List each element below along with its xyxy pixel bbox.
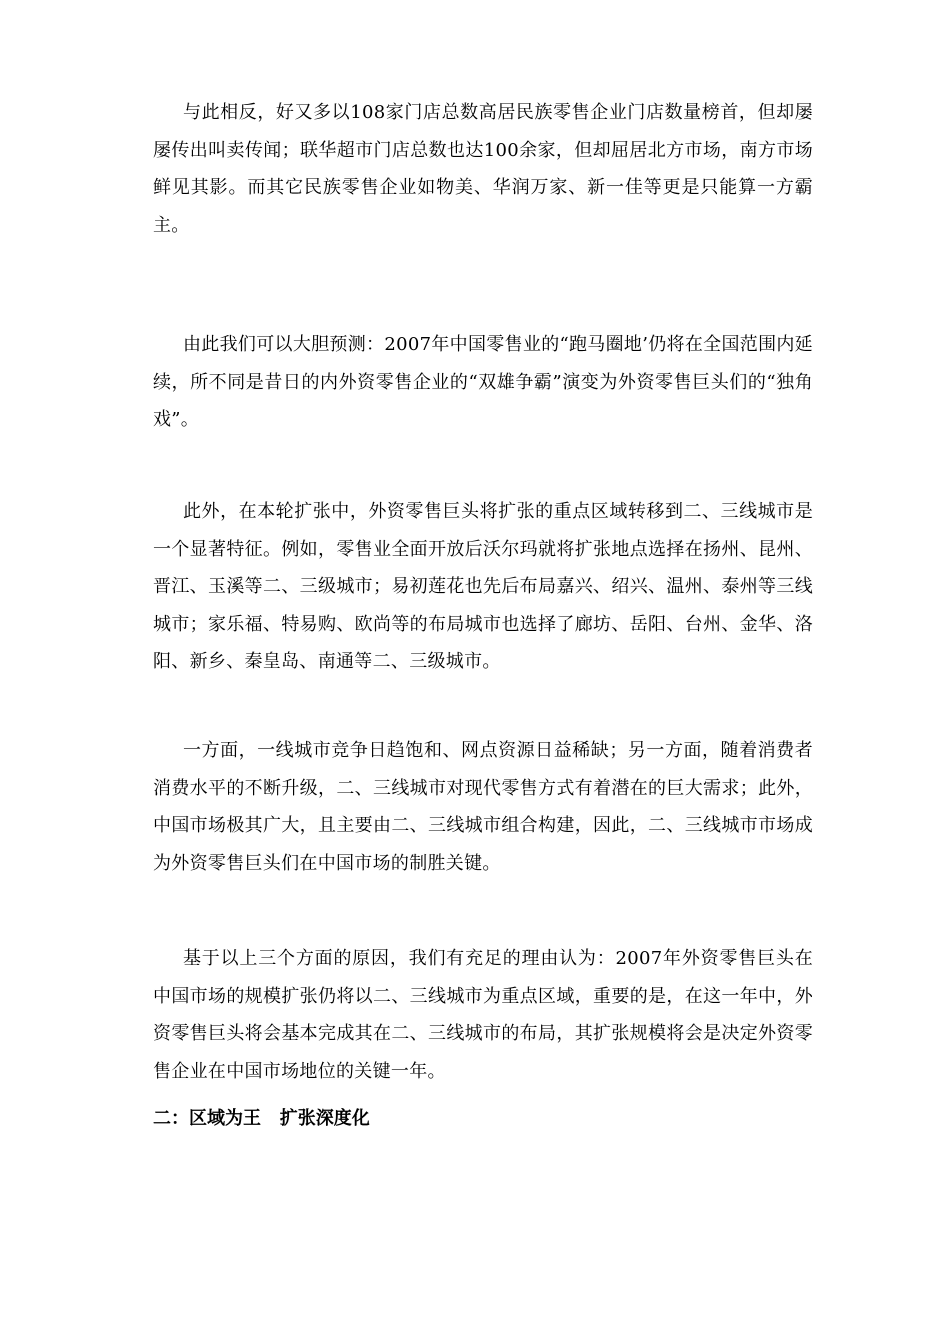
- paragraph-5: 基于以上三个方面的原因，我们有充足的理由认为：2007年外资零售巨头在中国市场的规模扩张仍将以二、三线城市为重点区域，重要的是，在这一年中，外资零售巨头将会基本完成其在二、三线城市的布局，其扩张规模将会是决定外资零售企业在中国市场地位的关键一年。: [153, 948, 813, 1082]
- section-heading: 二：区域为王 扩张深度化: [153, 1108, 370, 1129]
- paragraph-1: 与此相反，好又多以108家门店总数高居民族零售企业门店数量榜首，但却屡屡传出叫卖传闻；联华超市门店总数也达100余家，但却屈居北方市场，南方市场鲜见其影。而其它民族零售企业如物美、华润万家、新一佳等更是只能算一方霸主。: [153, 102, 813, 236]
- paragraph-3: 此外，在本轮扩张中，外资零售巨头将扩张的重点区域转移到二、三线城市是一个显著特征。例如，零售业全面开放后沃尔玛就将扩张地点选择在扬州、昆州、晋江、玉溪等二、三级城市；易初莲花也先后布局嘉兴、绍兴、温州、泰州等三线城市；家乐福、特易购、欧尚等的布局城市也选择了廊坊、岳阳、台州、金华、洛阳、新乡、秦皇岛、南通等二、三级城市。: [153, 501, 813, 672]
- paragraph-2: 由此我们可以大胆预测：2007年中国零售业的“跑马圈地’仍将在全国范围内延续，所不同是昔日的内外资零售企业的“双雄争霸”演变为外资零售巨头们的“独角戏”。: [153, 334, 813, 430]
- paragraph-4: 一方面，一线城市竞争日趋饱和、网点资源日益稀缺；另一方面，随着消费者消费水平的不断升级，二、三线城市对现代零售方式有着潜在的巨大需求；此外，中国市场极其广大，且主要由二、三线城市组合构建，因此，二、三线城市市场成为外资零售巨头们在中国市场的制胜关键。: [153, 740, 813, 874]
